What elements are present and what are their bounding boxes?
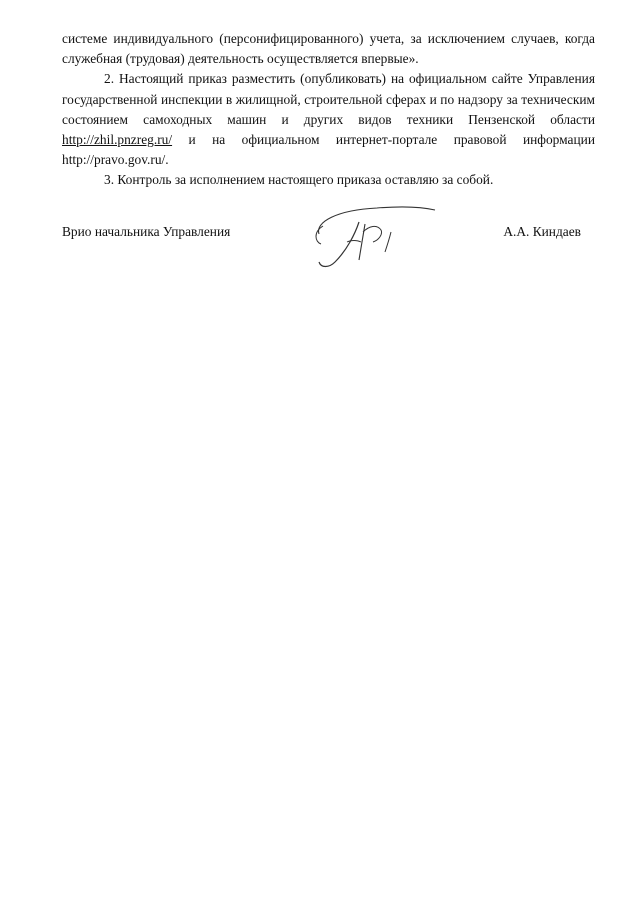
signature-block xyxy=(62,222,595,272)
paragraph-publication-tail: и на официальном интернет-портале правовой информации http://pravo.gov.ru/. xyxy=(62,132,595,168)
paragraph-continuation: системе индивидуального (персонифицированного) учета, за исключением случаев, когда служебная (трудовая) деятельность осуществляется впервые». xyxy=(62,31,595,67)
document-body xyxy=(62,29,595,191)
paragraph-control: 3. Контроль за исполнением настоящего приказа оставляю за собой. xyxy=(104,172,494,188)
paragraph-publication xyxy=(62,69,595,170)
handwritten-signature xyxy=(307,202,437,272)
site-link[interactable]: http://zhil.pnzreg.ru/ xyxy=(62,132,173,148)
signer-title: Врио начальника Управления xyxy=(62,224,231,239)
signer-name: А.А. Киндаев xyxy=(503,224,581,239)
paragraph-publication-text: 2. Настоящий приказ разместить (опубликовать) на официальном сайте Управления государственной инспекции в жилищной, строительной сферах и по надзору за техническим состоянием самоходных машин и других видов техники Пензенской области xyxy=(62,71,595,127)
